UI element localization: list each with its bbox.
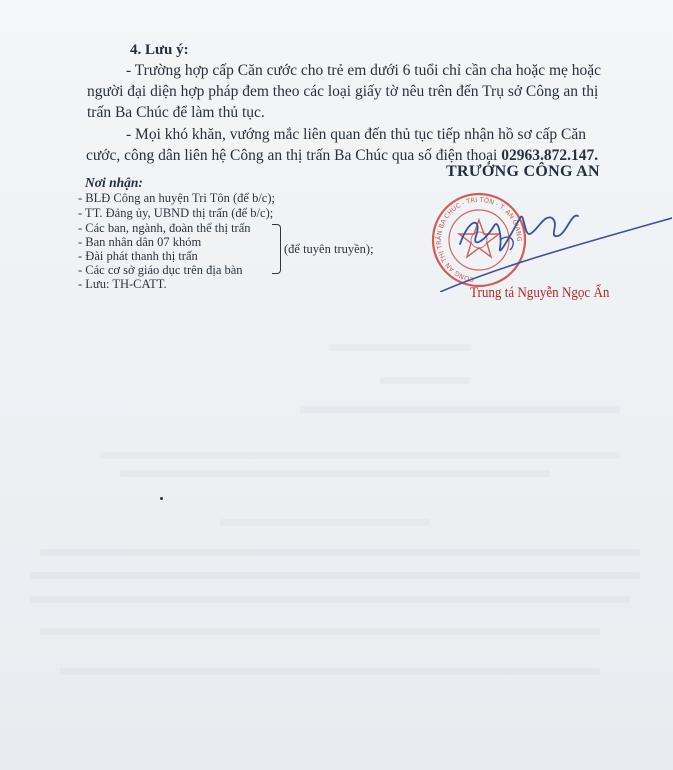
handwritten-signature [440, 196, 672, 292]
recipient-item: - BLĐ Công an huyện Tri Tôn (để b/c); [78, 191, 275, 205]
section-heading: 4. Lưu ý: [130, 42, 189, 58]
bleed-through-text [60, 668, 600, 675]
svg-text:CÔNG AN THỊ TRẤN BA CHÚC - TRI: CÔNG AN THỊ TRẤN BA CHÚC - TRI TÔN - T. AN GIANG [434, 195, 524, 284]
ink-dot [160, 497, 163, 500]
recipient-brace [272, 224, 281, 274]
recipient-item: - TT. Đảng ủy, UBND thị trấn (để b/c); [78, 206, 274, 220]
recipients-purpose: (để tuyên truyền); [284, 242, 374, 256]
bleed-through-text [330, 344, 470, 351]
bleed-through-text [30, 572, 640, 579]
note-paragraph-2-line-1: - Mọi khó khăn, vướng mắc liên quan đến thủ tục tiếp nhận hồ sơ cấp Căn [126, 126, 586, 143]
recipient-item: - Các ban, ngành, đoàn thể thị trấn [78, 221, 251, 235]
note-paragraph-1-line-1: - Trường hợp cấp Căn cước cho trẻ em dưới 6 tuổi chỉ cần cha hoặc mẹ hoặc [126, 62, 602, 79]
recipient-item: - Đài phát thanh thị trấn [78, 249, 198, 263]
bleed-through-text [100, 452, 620, 459]
bleed-through-text [380, 377, 470, 384]
bleed-through-text [300, 406, 620, 413]
recipient-item: - Các cơ sở giáo dục trên địa bàn [78, 263, 243, 277]
recipients-title: Nơi nhận: [85, 175, 143, 190]
bleed-through-text [40, 628, 600, 635]
bleed-through-text [40, 549, 640, 556]
bleed-through-text [220, 519, 430, 526]
recipient-item: - Lưu: TH-CATT. [78, 277, 167, 291]
note-paragraph-1-line-3: trấn Ba Chúc để làm thủ tục. [87, 104, 265, 121]
recipient-item: - Ban nhân dân 07 khóm [78, 235, 202, 249]
phone-number: 02963.872.147. [501, 147, 599, 164]
signer-position-title: TRƯỞNG CÔNG AN [446, 163, 600, 180]
bleed-through-text [30, 596, 630, 603]
bleed-through-text [120, 470, 550, 477]
signer-name: Trung tá Nguyễn Ngọc Ẩn [470, 285, 610, 301]
note-paragraph-2-text: cước, công dân liên hệ Công an thị trấn Ba Chúc qua số điện thoại [86, 147, 502, 164]
note-paragraph-1-line-2: người đại diện hợp pháp đem theo các loại giấy tờ nêu trên đến Trụ sở Công an thị [87, 83, 599, 100]
